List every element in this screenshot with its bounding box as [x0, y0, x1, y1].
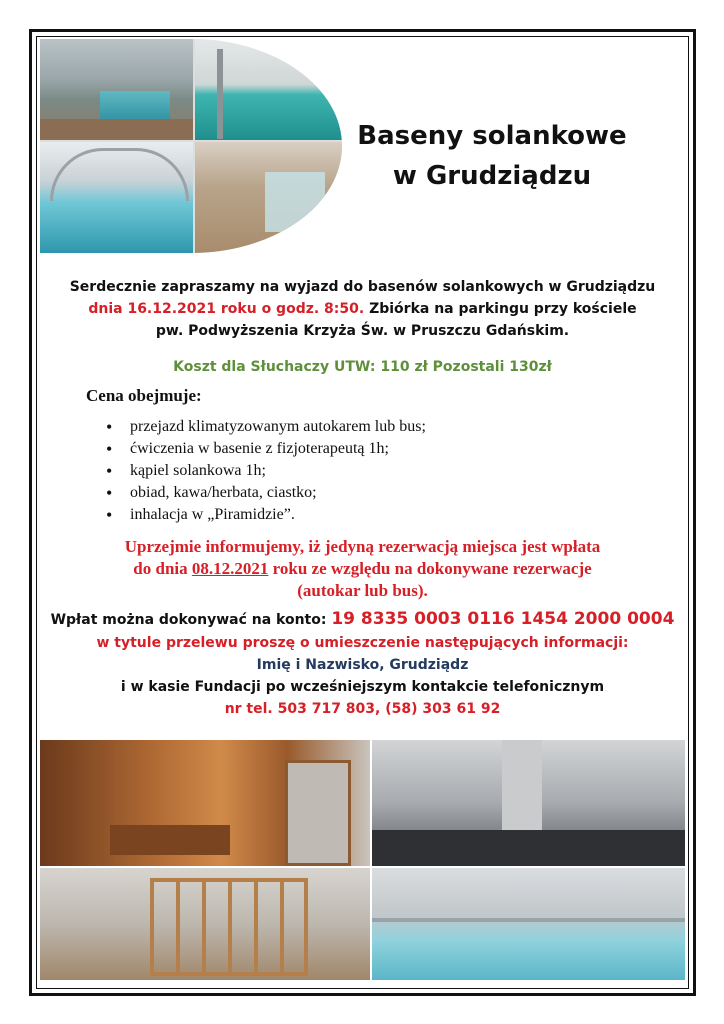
photo-pool-with-shower: [195, 39, 342, 140]
list-item: • obiad, kawa/herbata, ciastko;: [106, 482, 426, 504]
includes-heading: Cena obejmuje:: [86, 386, 202, 405]
notice-line-2: do dnia 08.12.2021 roku ze względu na dokonywane rezerwacje: [133, 559, 592, 578]
reservation-notice: [40, 536, 685, 602]
includes-list: [106, 416, 426, 526]
photo-steam-room: [372, 740, 685, 866]
photo-pool-under-dome: [40, 142, 193, 253]
bank-account-number: 19 8335 0003 0116 1454 2000 0004: [331, 609, 675, 629]
photo-spa-room: [195, 142, 342, 253]
list-item: • inhalacja w „Piramidzie”.: [106, 504, 426, 526]
intro-line-3: pw. Podwyższenia Krzyża Św. w Pruszczu Gdańskim.: [155, 323, 570, 339]
list-item: • kąpiel solankowa 1h;: [106, 460, 426, 482]
payment-line-1: Wpłat można dokonywać na konto: 19 8335 0003 0116 1454 2000 0004: [50, 609, 675, 629]
notice-line-3: (autokar lub bus).: [297, 581, 428, 600]
payment-line-3: Imię i Nazwisko, Grudziądz: [256, 657, 469, 673]
payment-info: [40, 607, 685, 720]
intro-paragraph: [40, 276, 685, 342]
title-line-2: w Grudziądzu: [392, 161, 592, 191]
title-line-1: Baseny solankowe: [357, 121, 627, 151]
page-title: [342, 116, 642, 196]
photo-pool-hall: [372, 868, 685, 980]
photo-indoor-pool: [40, 39, 193, 140]
intro-line-2: [40, 298, 685, 320]
photo-relax-area: [40, 868, 370, 980]
trip-date: dnia 16.12.2021 roku o godz. 8:50.: [88, 301, 365, 317]
intro-line-1: Serdecznie zapraszamy na wyjazd do basenów solankowych w Grudziądzu: [69, 279, 656, 295]
notice-line-1: Uprzejmie informujemy, iż jedyną rezerwacją miejsca jest wpłata: [124, 537, 601, 556]
phone-numbers: nr tel. 503 717 803, (58) 303 61 92: [224, 701, 501, 717]
list-item: • przejazd klimatyzowanym autokarem lub bus;: [106, 416, 426, 438]
meeting-point: Zbiórka na parkingu przy kościele: [364, 301, 637, 317]
photo-sauna: [40, 740, 370, 866]
payment-line-4: i w kasie Fundacji po wcześniejszym kontakcie telefonicznym: [120, 679, 605, 695]
payment-line-2: w tytule przelewu proszę o umieszczenie następujących informacji:: [96, 635, 629, 651]
list-item: • ćwiczenia w basenie z fizjoterapeutą 1h;: [106, 438, 426, 460]
payment-deadline: 08.12.2021: [191, 559, 269, 578]
cost-line: Koszt dla Słuchaczy UTW: 110 zł Pozostali 130zł: [173, 359, 552, 375]
pool-photo-collage: [40, 39, 342, 253]
